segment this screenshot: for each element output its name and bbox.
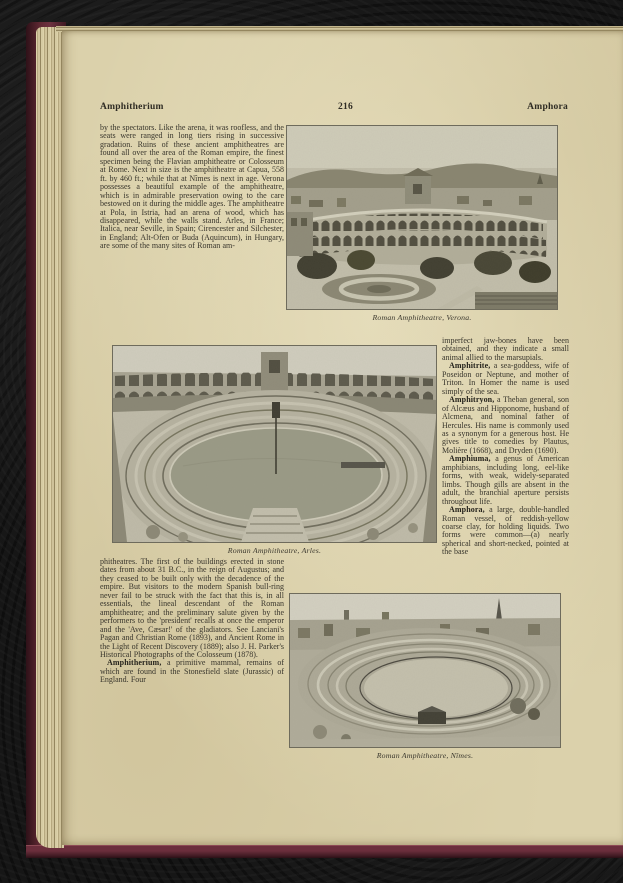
paragraph-continuation: phitheatres. The first of the buildings erected in stone dates from about 31 B.C., in the reign of Augustus; and they ceased to be built only with the decadence of the empire. But visitors to the modern Spanish bull-ring never fail to be struck with the fact that this is, in all essentials, the lineal descendant of the Roman amphitheatre; and the preliminary salute given by the performers to the 'president' recalls at once the emperor and the 'Ave, Cæsar!' of the gladiators. See Lanciani's Pagan and Christian Rome (1893), and Ancient Rome in the Light of Recent Discovery (1889); also J. H. Parker's Historical Photographs of the Colosseum (1878). (100, 557, 284, 659)
book-page (62, 31, 623, 845)
arles-caption: Roman Amphitheatre, Arles. (227, 546, 322, 555)
running-head-right: Amphora (527, 102, 568, 112)
paragraph-continuation: imperfect jaw-bones have been obtained, and they indicate a small animal allied to the marsupials. (442, 336, 569, 362)
page-stack-edges (36, 27, 64, 848)
column-top-left (100, 124, 284, 251)
entry-amphiuma: Amphiuma, a genus of American amphibians, including long, eel-like forms, with weak, widely-separated limbs. Though gills are absent in the adult, the branchial aperture persists throughout life. (442, 454, 569, 506)
running-head-left: Amphitherium (100, 102, 164, 112)
entry-amphitrite: Amphitrite, a sea-goddess, wife of Poseidon or Neptune, and mother of Triton. In Homer the name is used simply of the sea. (442, 361, 569, 396)
book-cover-bottom-edge (26, 845, 623, 858)
verona-caption: Roman Amphitheatre, Verona. (372, 313, 472, 322)
nimes-photograph (290, 594, 560, 760)
nimes-caption: Roman Amphitheatre, Nîmes. (376, 751, 474, 760)
entry-amphitryon: Amphitryon, a Theban general, son of Alcæus and Hipponome, husband of Alcmena, and nominal father of Hercules. His name is commonly used as a synonym for a generous host. He gives title to comedies by Plautus, Molière (1668), and Dryden (1690). (442, 395, 569, 455)
nimes-photo-image (290, 594, 560, 747)
arles-photograph (113, 346, 436, 555)
verona-photo-image (287, 126, 557, 309)
column-bottom-left (100, 558, 284, 685)
entry-amphitherium: Amphitherium, a primitive mammal, remains of which are found in the Stonesfield slate (Jurassic) of England. Four (100, 658, 284, 685)
verona-photograph (287, 126, 557, 322)
entry-amphora: Amphora, a large, double-handled Roman vessel, of reddish-yellow coarse clay, for holding liquids. Two forms were common—(a) nearly spherical and short-necked, pointed at the base (442, 505, 569, 557)
paragraph-continuation: by the spectators. Like the arena, it was roofless, and the seats were ranged in long tiers rising in successive gradation. Ruins of these ancient amphitheatres are found all over the area of the Roman empire, the finest specimen being the Flavian amphitheatre or Colosseum at Rome. Next in size is the amphitheatre at Capua, 558 ft. by 460 ft.; while that at Nîmes is next in age. Verona possesses a beautiful example of the amphitheatre, which is in admirable preservation owing to the care bestowed on it during the middle ages. The amphitheatre at Pola, in Istria, had an arena of wood, which has disappeared, while the walls stand. Arles, in France; Italica, near Seville, in Spain; Cirencester and Silchester, in England; Alt-Ofen or Buda (Aquincum), in Hungary, are some of the many sites of Roman am- (100, 123, 284, 251)
column-right (442, 337, 569, 557)
page-number: 216 (337, 102, 353, 112)
arles-photo-image (113, 346, 436, 542)
running-head (100, 102, 568, 112)
